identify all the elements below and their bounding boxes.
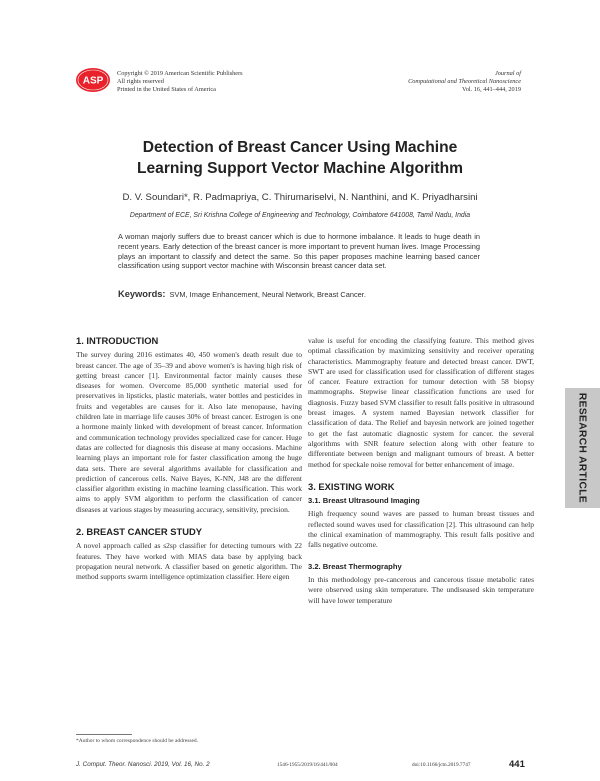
keywords	[118, 289, 498, 299]
breast-cancer-study-text: A novel approach called as s2sp classifier for detecting tumours with 22 features. They have worked with MIAS data base by applying back propagation neural network. A classifier based on genetic algorithm. The method supports swarm intelligence optimization classifier. Here eigen	[76, 541, 302, 582]
copyright-line: Printed in the United States of America	[117, 86, 216, 94]
keywords-label: Keywords:	[118, 289, 166, 299]
copyright-line: All rights reserved	[117, 78, 164, 86]
footer-journal: J. Comput. Theor. Nanosci. 2019, Vol. 16, No. 2	[76, 761, 210, 768]
abstract: A woman majorly suffers due to breast cancer which is due to hormone imbalance. It leads to huge death in recent years. Early detection of the breast cancer is more important to prevent human lives. Image Processing plays an important to classify and detect the same. So this paper proposes machine learning based cancer classification using support vector machine with Wisconsin breast cancer data set.	[118, 232, 480, 271]
footnote-divider	[76, 734, 132, 735]
left-column	[76, 336, 302, 583]
footer-issn: 1546-1955/2019/16/441/004	[277, 762, 338, 768]
keywords-text: SVM, Image Enhancement, Neural Network, Breast Cancer.	[169, 290, 366, 299]
right-column	[308, 336, 534, 606]
title-line: Detection of Breast Cancer Using Machine	[142, 139, 458, 156]
footnote: *Author to whom correspondence should be addressed.	[76, 738, 199, 744]
affiliation: Department of ECE, Sri Krishna College of Engineering and Technology, Coimbatore 641008, Tamil Nadu, India	[129, 212, 471, 219]
copyright-block	[117, 70, 243, 95]
section-heading: 2. BREAST CANCER STUDY	[76, 526, 203, 538]
ultrasound-text: High frequency sound waves are passed to human breast tissues and reflected sound waves used for classification [2]. This ultrasound can help the clinical examination of mammography. This result falls positive and falls negative outcome.	[308, 509, 534, 550]
thermography-text: In this methodology pre-cancerous and cancerous tissue metabolic rates were observed using skin temperature. The undiseased skin temperature will have lower temperature	[308, 574, 534, 605]
asp-logo-text: ASP	[82, 75, 104, 87]
paper-title	[60, 137, 540, 179]
authors: D. V. Soundari*, R. Padmapriya, C. Thirumariselvi, N. Nanthini, and K. Priyadharsini	[122, 192, 478, 203]
subsection-heading: 3.2. Breast Thermography	[308, 561, 402, 571]
section-heading: 1. INTRODUCTION	[76, 335, 159, 346]
footer-doi: doi:10.1166/jctn.2019.7747	[412, 762, 471, 768]
section-heading: 3. EXISTING WORK	[308, 480, 395, 492]
research-article-label: RESEARCH ARTICLE	[576, 392, 588, 504]
breast-cancer-study-continued: value is useful for encoding the classifying feature. This method gives optimal classification by maximizing sensitivity and receiver operating characteristics. Mammography feature and detected breast cancer. DWT, SWT are used for classification used for classification of different stages of cancer. Feature extraction for tumour detection with 58 biopsy mammographs. Stepwise linear classification functions are used for diagnosis. Fuzzy based SVM classifier to result falls positive in ultrasound breast images. A system named Bayesian network classifier for classification of data. The Relief and bayesin network are joined together to get the fast automatic diagnostic system for cancer. the several algorithms with SNR feature selection along with other feature to differentiate between benign and malignant tumours of breast. A better method for speckale noise removal for better enhancement of image.	[308, 336, 534, 469]
journal-block	[408, 70, 521, 95]
title-line: Learning Support Vector Machine Algorithm	[136, 160, 464, 177]
subsection-heading: 3.1. Breast Ultrasound Imaging	[308, 496, 420, 506]
journal-name-line: Journal of	[494, 70, 521, 77]
asp-logo	[76, 68, 110, 92]
copyright-line: Copyright © 2019 American Scientific Publishers	[117, 70, 243, 77]
introduction-text: The survey during 2016 estimates 40, 450 women's death result due to breast cancer. The age of 35–39 and above women's is having high risk of getting breast cancer [1]. Environmental factor mainly causes these diseases for women. Overcome 85,000 synthetic material used for preservatives in lipsticks, plastic materials, water bottles and pesticides in fruits and vegetables are causes for it. Also late menopause, having children late in marriage life causes 30% of breast cancer. Estrogen is one a hormone mainly linked with development of breast cancer. Information and communication technology provides specialized case for cancer. Huge datas are collected for diagnosis this disease at many occasions. Machine learning plays an important role for faster classification among the huge data sets. There are several algorithms available for classification and prediction of cancerous cells. Naive Bayes, K-NN, J48 are the different classifier algorithm existing in machine learning classification. This work aims to apply SVM algorithm to perform the classification of cancer diseases at various stages by measuring accuracy, sensitivity, precision.	[76, 350, 302, 514]
volume-line: Vol. 16, 441–444, 2019	[461, 86, 521, 94]
page-number: 441	[509, 759, 525, 770]
journal-name-line: Computational and Theoretical Nanoscience	[408, 78, 521, 86]
